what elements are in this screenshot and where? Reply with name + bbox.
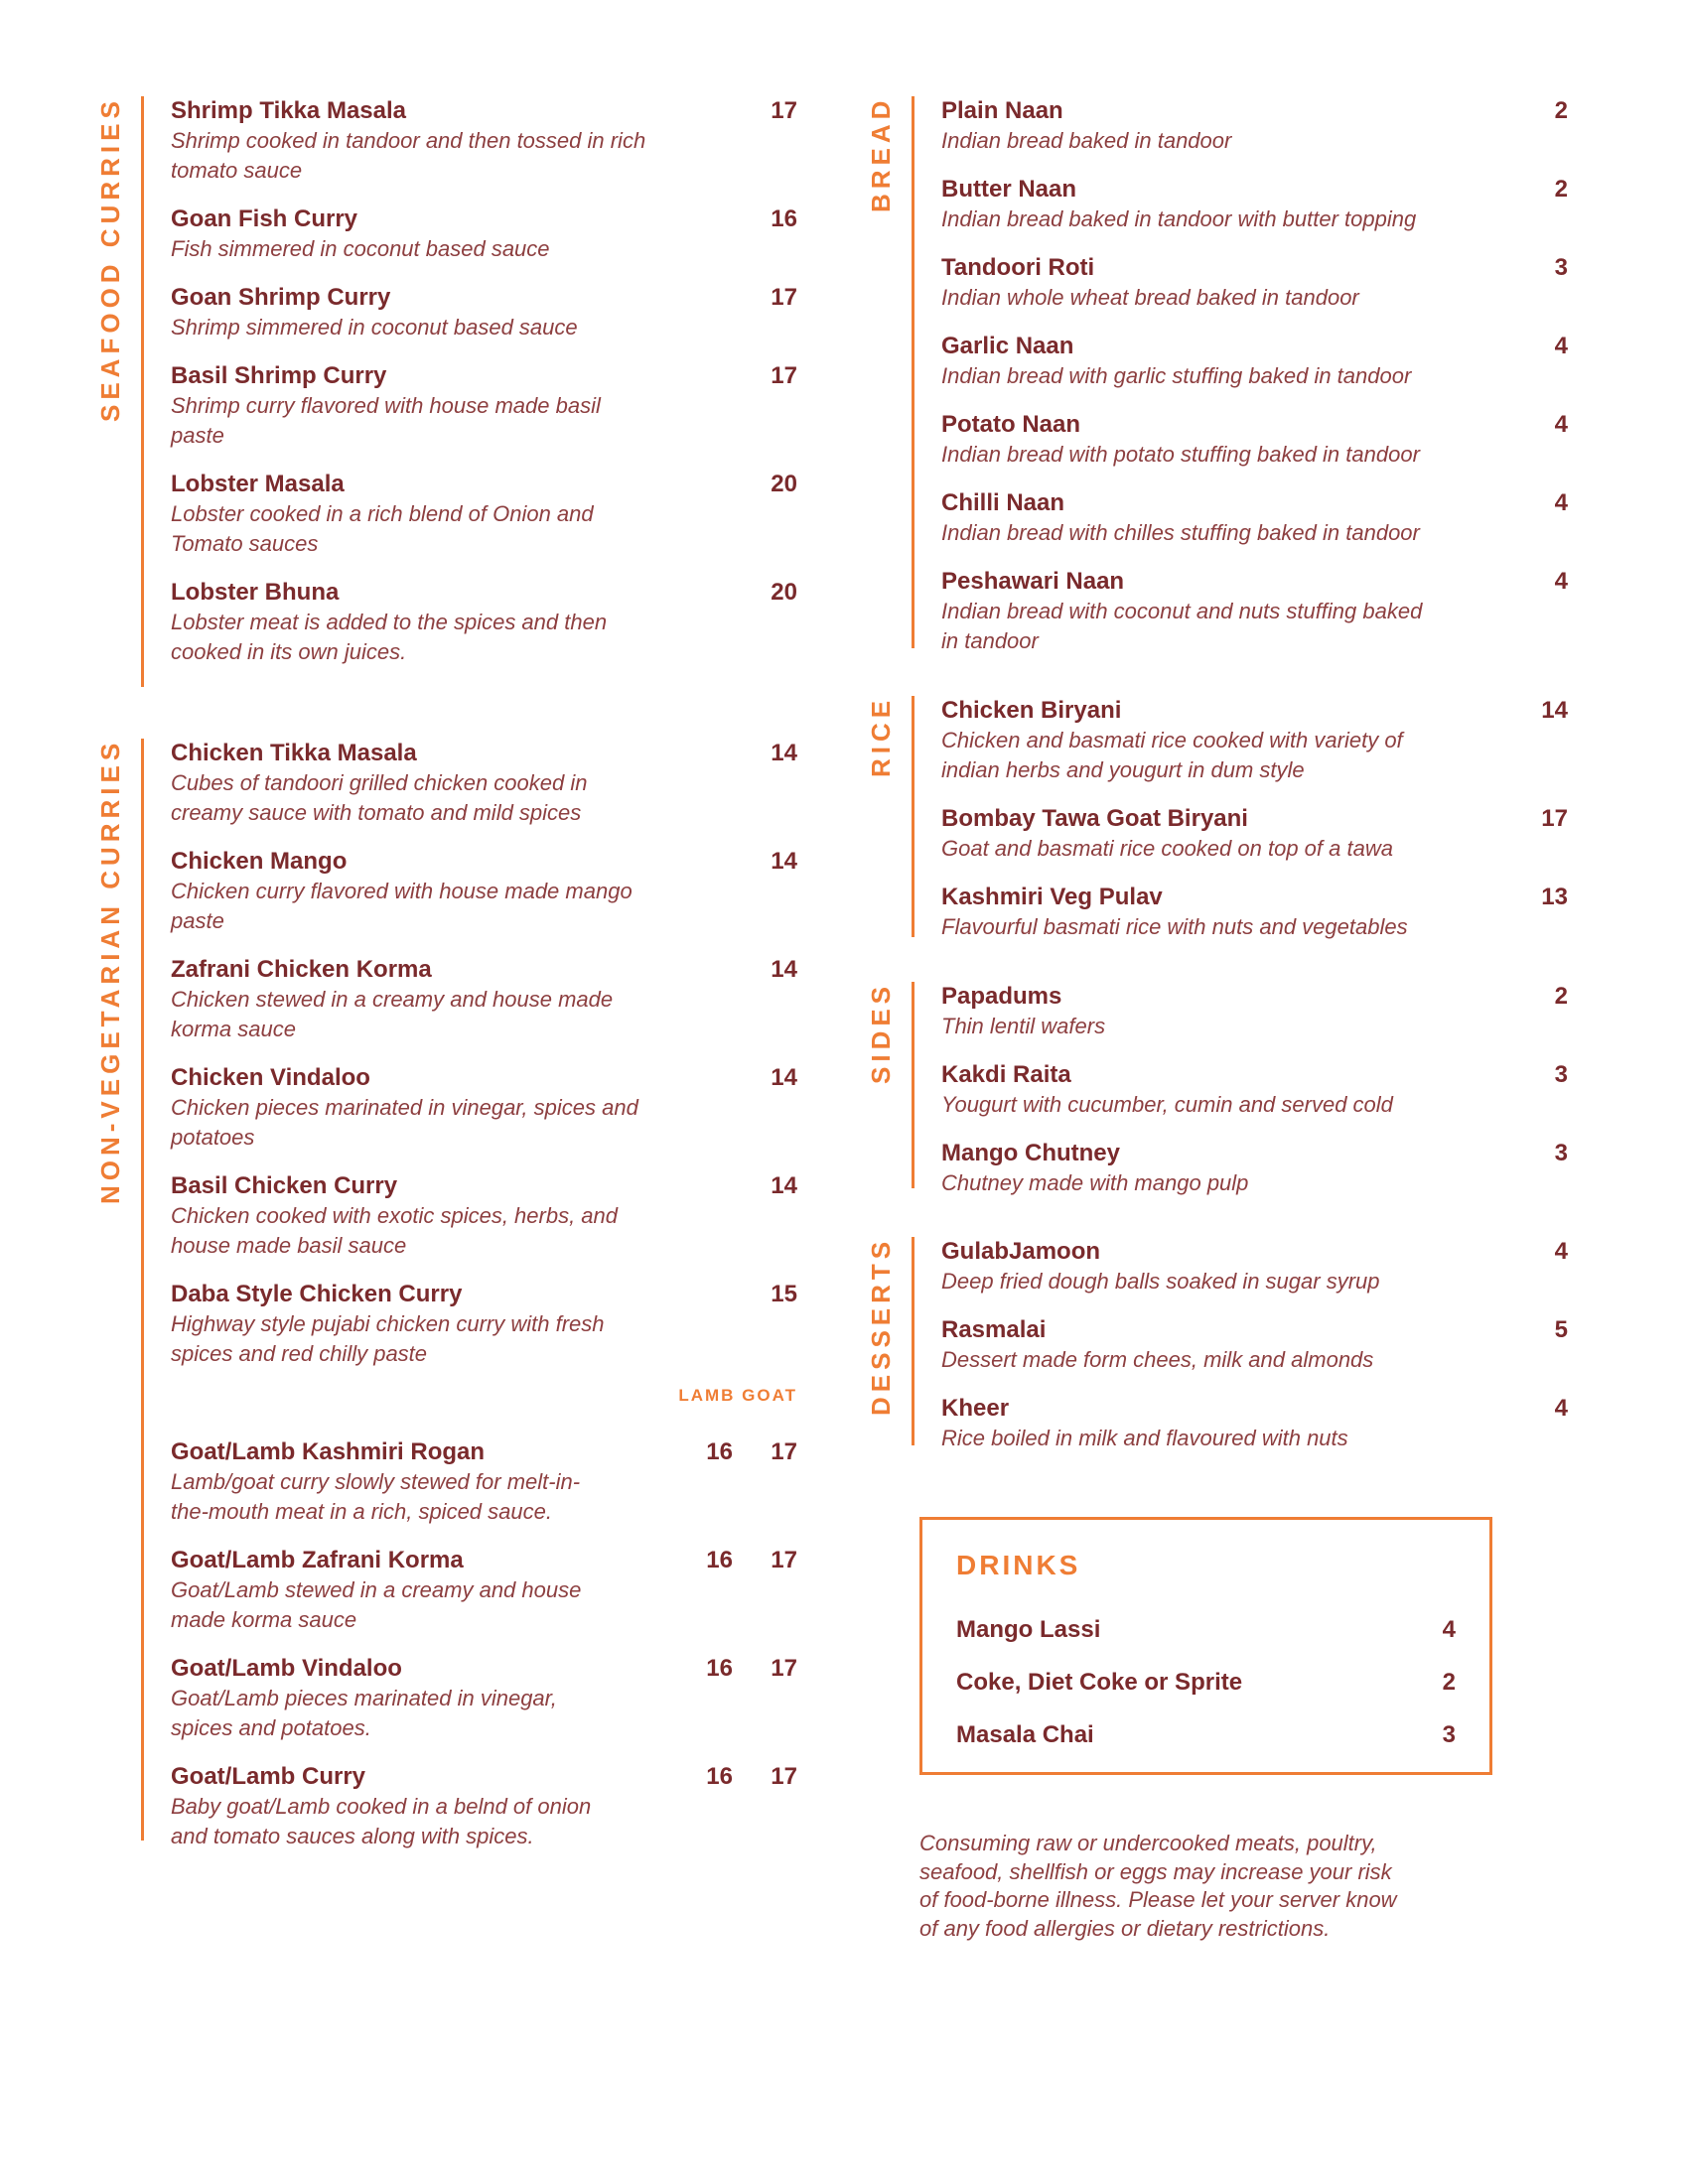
goat-price: 17 <box>771 1438 797 1465</box>
item-price: 20 <box>771 579 797 606</box>
drink-item <box>956 1616 1456 1644</box>
goat-price: 17 <box>771 1763 797 1790</box>
item-price: 14 <box>771 1064 797 1091</box>
item-price: 5 <box>1554 1316 1568 1343</box>
menu-item <box>941 96 1568 156</box>
item-description: Indian bread with potato stuffing baked in tandoor <box>941 442 1420 467</box>
section-bread <box>866 96 1568 675</box>
item-description: Deep fried dough balls soaked in sugar syrup <box>941 1269 1380 1294</box>
menu-item <box>941 1237 1568 1297</box>
item-name: Basil Shrimp Curry <box>171 362 387 389</box>
section-non-vegetarian-curries <box>95 739 797 1870</box>
goat-price: 17 <box>771 1655 797 1682</box>
section-label: SEAFOOD CURRIES <box>95 96 125 422</box>
goat-price: 17 <box>771 1547 797 1573</box>
section-label: DESSERTS <box>866 1237 896 1417</box>
menu-item <box>171 847 797 936</box>
item-description: Goat/Lamb stewed in a creamy and house made korma sauce <box>171 1577 582 1632</box>
item-name: Goat/Lamb Vindaloo <box>171 1655 402 1682</box>
section-label: BREAD <box>866 96 896 213</box>
item-price: 2 <box>1554 176 1568 203</box>
item-name: Garlic Naan <box>941 333 1074 359</box>
menu-item <box>941 253 1568 313</box>
menu-item <box>171 361 797 451</box>
item-description: Rice boiled in milk and flavoured with nuts <box>941 1426 1348 1450</box>
item-price: 14 <box>771 1172 797 1199</box>
menu-item <box>941 804 1568 864</box>
item-description: Lobster meat is added to the spices and then cooked in its own juices. <box>171 610 608 664</box>
menu-item <box>941 1394 1568 1453</box>
item-name: Plain Naan <box>941 97 1063 124</box>
item-price: 4 <box>1554 489 1568 516</box>
item-description: Flavourful basmati rice with nuts and vegetables <box>941 914 1408 939</box>
drink-price: 2 <box>1442 1669 1456 1696</box>
menu-item <box>171 205 797 264</box>
item-description: Chicken and basmati rice cooked with variety of indian herbs and yougurt in dum style <box>941 728 1403 782</box>
lamb-price: 16 <box>706 1547 733 1573</box>
item-price: 4 <box>1554 1238 1568 1265</box>
item-price: 4 <box>1554 333 1568 359</box>
item-price: 16 <box>771 205 797 232</box>
section-sides <box>866 982 1568 1217</box>
item-name: Basil Chicken Curry <box>171 1172 398 1199</box>
food-safety-disclaimer: Consuming raw or undercooked meats, poultry, seafood, shellfish or eggs may increase your risk of food-borne illness. Please let your server know of any food allergies or dietary restrictions. <box>919 1831 1397 1941</box>
section-desserts <box>866 1237 1568 1472</box>
drink-price: 4 <box>1442 1616 1456 1643</box>
lamb-price: 16 <box>706 1763 733 1790</box>
item-description: Goat and basmati rice cooked on top of a tawa <box>941 836 1393 861</box>
item-name: Shrimp Tikka Masala <box>171 97 406 124</box>
item-price: 17 <box>771 97 797 124</box>
item-name: Kashmiri Veg Pulav <box>941 884 1163 910</box>
menu-item <box>171 1762 797 1851</box>
item-price: 13 <box>1541 884 1568 910</box>
menu-item <box>941 1060 1568 1120</box>
item-description: Chicken curry flavored with house made mango paste <box>171 879 633 933</box>
drinks-title: DRINKS <box>956 1550 1081 1580</box>
menu-item <box>171 739 797 828</box>
item-description: Indian bread baked in tandoor <box>941 128 1232 153</box>
item-price: 2 <box>1554 97 1568 124</box>
menu-item <box>941 332 1568 391</box>
item-description: Indian bread with garlic stuffing baked in tandoor <box>941 363 1412 388</box>
item-description: Highway style pujabi chicken curry with fresh spices and red chilly paste <box>171 1311 605 1366</box>
lamb-price: 16 <box>706 1438 733 1465</box>
item-description: Chicken cooked with exotic spices, herbs, and house made basil sauce <box>171 1203 619 1258</box>
section-divider <box>912 982 914 1188</box>
item-price: 15 <box>771 1281 797 1307</box>
item-name: Papadums <box>941 983 1062 1010</box>
menu-item <box>171 96 797 186</box>
item-description: Yougurt with cucumber, cumin and served cold <box>941 1092 1393 1117</box>
item-name: Goat/Lamb Kashmiri Rogan <box>171 1438 486 1465</box>
item-description: Indian bread baked in tandoor with butter topping <box>941 206 1417 231</box>
item-description: Thin lentil wafers <box>941 1014 1106 1038</box>
menu-item <box>171 1280 797 1369</box>
section-label: RICE <box>866 696 896 778</box>
menu-item <box>941 982 1568 1041</box>
item-price: 4 <box>1554 568 1568 595</box>
menu-item <box>941 410 1568 470</box>
drink-item <box>956 1669 1456 1697</box>
item-name: Bombay Tawa Goat Biryani <box>941 805 1248 832</box>
item-description: Lobster cooked in a rich blend of Onion and Tomato sauces <box>171 501 594 556</box>
drink-price: 3 <box>1442 1721 1456 1748</box>
item-name: Rasmalai <box>941 1316 1047 1343</box>
item-description: Chicken stewed in a creamy and house made korma sauce <box>171 987 614 1041</box>
menu-item <box>171 1063 797 1153</box>
item-description: Shrimp simmered in coconut based sauce <box>171 315 578 340</box>
item-description: Dessert made form chees, milk and almonds <box>941 1347 1374 1372</box>
item-name: Zafrani Chicken Korma <box>171 956 432 983</box>
item-name: GulabJamoon <box>941 1238 1101 1265</box>
drink-item <box>956 1721 1456 1749</box>
menu-item <box>171 578 797 667</box>
item-name: Butter Naan <box>941 176 1077 203</box>
lamb-goat-header: LAMB GOAT <box>678 1386 797 1405</box>
item-name: Chicken Biryani <box>941 697 1122 724</box>
item-price: 14 <box>771 956 797 983</box>
section-rice <box>866 696 1568 961</box>
drink-name: Masala Chai <box>956 1721 1094 1748</box>
item-price: 17 <box>771 362 797 389</box>
item-price: 14 <box>771 740 797 766</box>
item-description: Fish simmered in coconut based sauce <box>171 236 550 261</box>
item-name: Tandoori Roti <box>941 254 1095 281</box>
item-description: Chutney made with mango pulp <box>941 1170 1249 1195</box>
item-name: Goan Shrimp Curry <box>171 284 391 311</box>
section-divider <box>141 739 144 1841</box>
menu-item <box>941 488 1568 548</box>
menu-item <box>941 175 1568 234</box>
item-name: Goan Fish Curry <box>171 205 358 232</box>
item-name: Goat/Lamb Curry <box>171 1763 366 1790</box>
section-divider <box>141 96 144 687</box>
item-name: Chicken Vindaloo <box>171 1064 370 1091</box>
drinks-box <box>919 1517 1492 1775</box>
item-name: Chicken Tikka Masala <box>171 740 417 766</box>
item-name: Lobster Masala <box>171 471 345 497</box>
item-price: 2 <box>1554 983 1568 1010</box>
item-name: Mango Chutney <box>941 1140 1120 1166</box>
item-description: Indian bread with coconut and nuts stuffing baked in tandoor <box>941 599 1423 653</box>
item-price: 14 <box>771 848 797 875</box>
item-description: Baby goat/Lamb cooked in a belnd of onion and tomato sauces along with spices. <box>171 1794 592 1848</box>
section-label: NON-VEGETARIAN CURRIES <box>95 739 125 1205</box>
item-description: Shrimp cooked in tandoor and then tossed in rich tomato sauce <box>171 128 646 183</box>
section-divider <box>912 96 914 648</box>
item-name: Peshawari Naan <box>941 568 1125 595</box>
menu-item <box>171 955 797 1044</box>
item-name: Chicken Mango <box>171 848 348 875</box>
section-label: SIDES <box>866 982 896 1085</box>
item-price: 17 <box>1541 805 1568 832</box>
menu-item <box>171 283 797 342</box>
item-name: Chilli Naan <box>941 489 1065 516</box>
menu-item <box>171 470 797 559</box>
item-price: 14 <box>1541 697 1568 724</box>
item-name: Daba Style Chicken Curry <box>171 1281 463 1307</box>
item-name: Potato Naan <box>941 411 1081 438</box>
drink-name: Mango Lassi <box>956 1616 1101 1643</box>
item-name: Lobster Bhuna <box>171 579 340 606</box>
item-price: 4 <box>1554 411 1568 438</box>
item-price: 4 <box>1554 1395 1568 1422</box>
menu-item <box>171 1437 797 1527</box>
menu-item <box>171 1171 797 1261</box>
menu-item <box>941 567 1568 656</box>
menu-item <box>941 696 1568 785</box>
lamb-price: 16 <box>706 1655 733 1682</box>
item-description: Goat/Lamb pieces marinated in vinegar, spices and potatoes. <box>171 1686 557 1740</box>
drink-name: Coke, Diet Coke or Sprite <box>956 1669 1243 1696</box>
item-description: Cubes of tandoori grilled chicken cooked in creamy sauce with tomato and mild spices <box>171 770 588 825</box>
section-divider <box>912 696 914 937</box>
item-description: Shrimp curry flavored with house made basil paste <box>171 393 601 448</box>
item-name: Goat/Lamb Zafrani Korma <box>171 1547 464 1573</box>
section-divider <box>912 1237 914 1445</box>
item-price: 3 <box>1554 254 1568 281</box>
item-price: 3 <box>1554 1061 1568 1088</box>
item-description: Chicken pieces marinated in vinegar, spices and potatoes <box>171 1095 638 1150</box>
item-name: Kakdi Raita <box>941 1061 1071 1088</box>
item-description: Indian whole wheat bread baked in tandoor <box>941 285 1359 310</box>
item-price: 3 <box>1554 1140 1568 1166</box>
section-seafood-curries <box>95 96 797 687</box>
menu-item <box>941 883 1568 942</box>
item-price: 20 <box>771 471 797 497</box>
item-description: Indian bread with chilles stuffing baked in tandoor <box>941 520 1420 545</box>
menu-item <box>171 1654 797 1743</box>
item-description: Lamb/goat curry slowly stewed for melt-in- the-mouth meat in a rich, spiced sauce. <box>171 1469 581 1524</box>
menu-item <box>941 1315 1568 1375</box>
menu-item <box>171 1546 797 1635</box>
item-name: Kheer <box>941 1395 1010 1422</box>
item-price: 17 <box>771 284 797 311</box>
menu-item <box>941 1139 1568 1198</box>
